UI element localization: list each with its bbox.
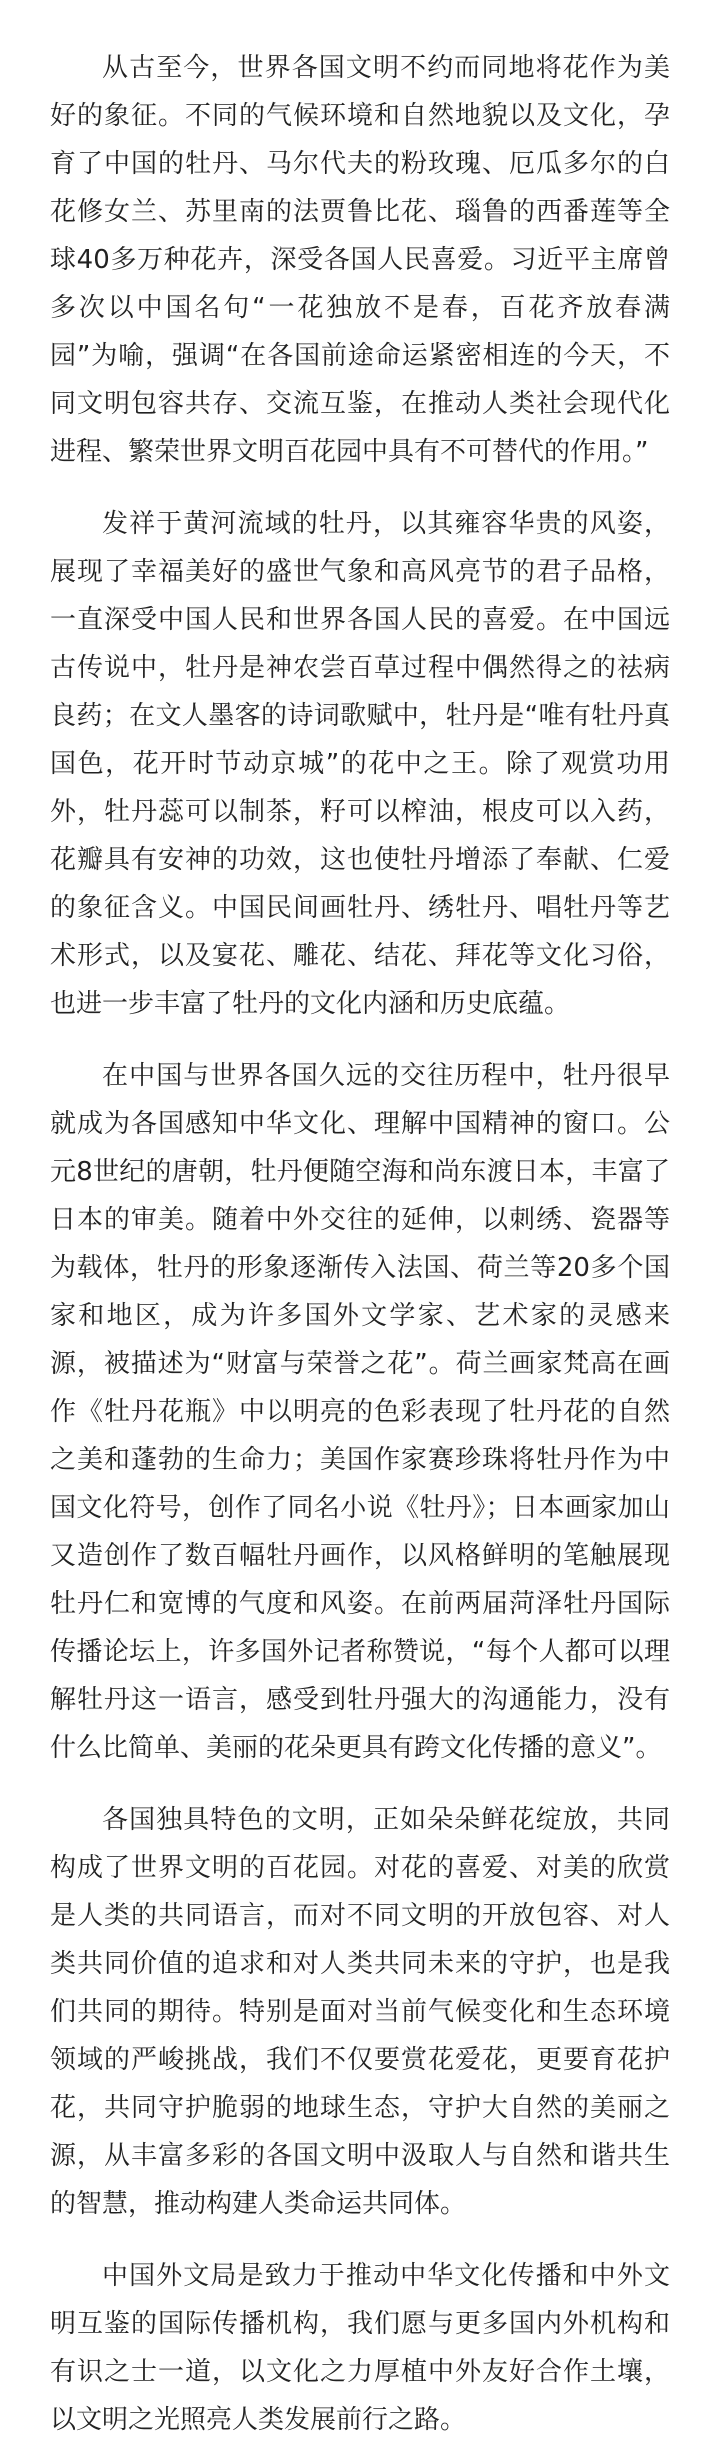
paragraph-flowers-symbol: 从古至今，世界各国文明不约而同地将花作为美好的象征。不同的气候环境和自然地貌以及文化，孕育了中国的牡丹、马尔代夫的粉玫瑰、厄瓜多尔的白花修女兰、苏里南的法贾鲁比花、瑙鲁的西番莲等全球40多万种花卉，深受各国人民喜爱。习近平主席曾多次以中国名句“一花独放不是春，百花齐放春满园”为喻，强调“在各国前途命运紧密相连的今天，不同文明包容共存、交流互鉴，在推动人类社会现代化进程、繁荣世界文明百花园中具有不可替代的作用。” <box>50 53 670 467</box>
paragraph-cicg-mission: 中国外文局是致力于推动中华文化传播和中外文明互鉴的国际传播机构，我们愿与更多国内外机构和有识之士一道，以文化之力厚植中外友好合作土壤，以文明之光照亮人类发展前行之路。 <box>50 2261 670 2435</box>
paragraph-civilization-garden: 各国独具特色的文明，正如朵朵鲜花绽放，共同构成了世界文明的百花园。对花的喜爱、对美的欣赏是人类的共同语言，而对不同文明的开放包容、对人类共同价值的追求和对人类共同未来的守护，也是我们共同的期待。特别是面对当前气候变化和生态环境领域的严峻挑战，我们不仅要赏花爱花，更要育花护花，共同守护脆弱的地球生态，守护大自然的美丽之源，从丰富多彩的各国文明中汲取人与自然和谐共生的智慧，推动构建人类命运共同体。 <box>50 1805 670 2219</box>
article-body <box>50 44 670 2444</box>
paragraph-peony-exchange: 在中国与世界各国久远的交往历程中，牡丹很早就成为各国感知中华文化、理解中国精神的窗口。公元8世纪的唐朝，牡丹便随空海和尚东渡日本，丰富了日本的审美。随着中外交往的延伸，以刺绣、瓷器等为载体，牡丹的形象逐渐传入法国、荷兰等20多个国家和地区，成为许多国外文学家、艺术家的灵感来源，被描述为“财富与荣誉之花”。荷兰画家梵高在画作《牡丹花瓶》中以明亮的色彩表现了牡丹花的自然之美和蓬勃的生命力；美国作家赛珍珠将牡丹作为中国文化符号，创作了同名小说《牡丹》；日本画家加山又造创作了数百幅牡丹画作，以风格鲜明的笔触展现牡丹仁和宽博的气度和风姿。在前两届菏泽牡丹国际传播论坛上，许多国外记者称赞说，“每个人都可以理解牡丹这一语言，感受到牡丹强大的沟通能力，没有什么比简单、美丽的花朵更具有跨文化传播的意义”。 <box>50 1061 670 1763</box>
paragraph-peony-origin: 发祥于黄河流域的牡丹，以其雍容华贵的风姿，展现了幸福美好的盛世气象和高风亮节的君子品格，一直深受中国人民和世界各国人民的喜爱。在中国远古传说中，牡丹是神农尝百草过程中偶然得之的祛病良药；在文人墨客的诗词歌赋中，牡丹是“唯有牡丹真国色，花开时节动京城”的花中之王。除了观赏功用外，牡丹蕊可以制茶，籽可以榨油，根皮可以入药，花瓣具有安神的功效，这也使牡丹增添了奉献、仁爱的象征含义。中国民间画牡丹、绣牡丹、唱牡丹等艺术形式，以及宴花、雕花、结花、拜花等文化习俗，也进一步丰富了牡丹的文化内涵和历史底蕴。 <box>50 509 670 1019</box>
